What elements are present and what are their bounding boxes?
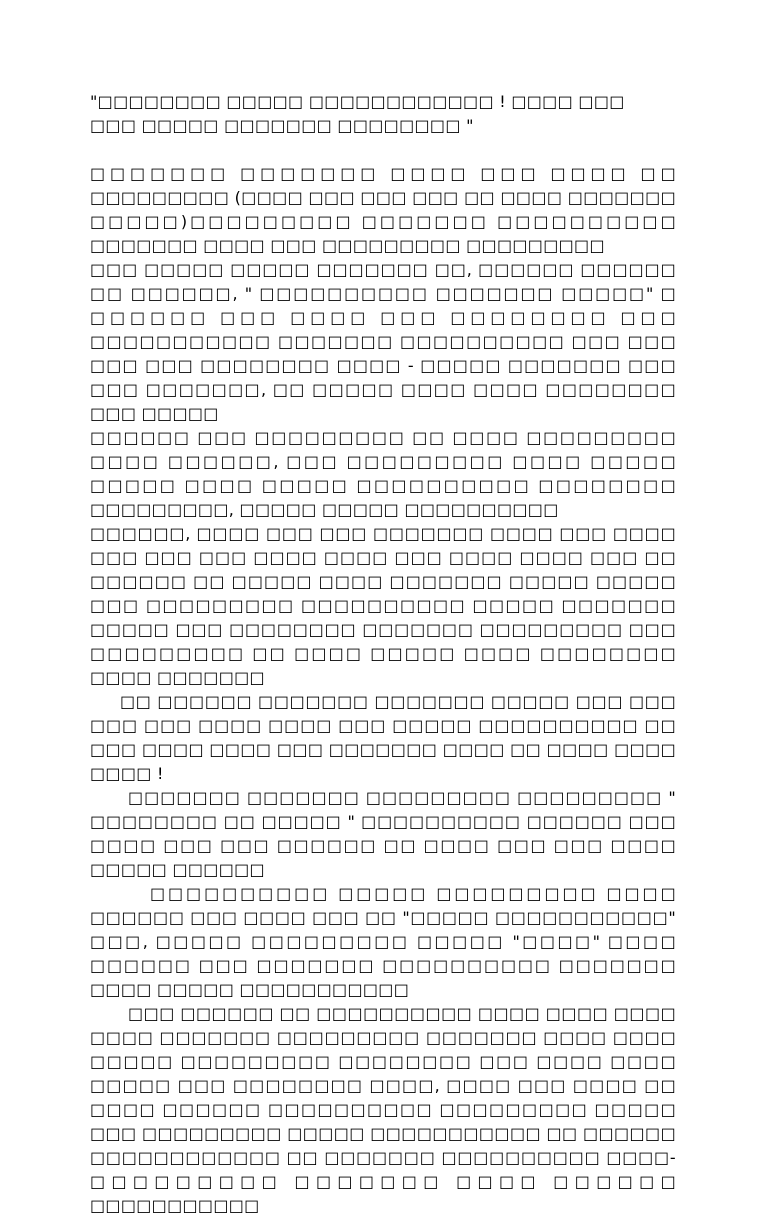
paragraph-7: □□□□□□□□□□ □□□□□ □□□□□□□□□ □□□□ □□□□□□ □□□ □□□□ □□□ □□ "□□□□□ □□□□□□□□□□□" □□□, □□□□□ □□□□□□□□□ □□□□□ "□□□□" □□□□ □□□□□□ □□□ □□□□□□□ □□□□□□□□□□ □□□□□□□ □□□□ □□□□□ □□□□□□□□□□□ (90, 884, 676, 999)
paragraph-1: □□□□□□□ □□□□□□□ □□□□ □□□ □□□□ □□ □□□□□□□□□ (□□□□ □□□ □□□ □□□ □□ □□□□ □□□□□□□ □□□□□)□□□□□□□□□ □□□□□□□ □□□□□□□□□□ □□□□□□□ □□□□ □□□ □□□□□□□□□ □□□□□□□□□ (90, 164, 676, 255)
paragraph-4: □□□□□□, □□□□ □□□ □□□ □□□□□□□ □□□□ □□□ □□□□ □□□ □□□ □□□ □□□□ □□□□ □□□ □□□□ □□□□ □□□ □□ □□□□□□ □□ □□□□□ □□□□ □□□□□□□ □□□□□ □□□□□ □□□ □□□□□□□□□ □□□□□□□□□□ □□□□□ □□□□□□□ □□□□□ □□□ □□□□□□□□ □□□□□□□ □□□□□□□□□ □□□ □□□□□□□□□ □□ □□□□ □□□□□ □□□□ □□□□□□□□ □□□□ □□□□□□□ (90, 524, 676, 687)
paragraph-3: □□□□□□ □□□ □□□□□□□□□ □□ □□□□ □□□□□□□□□ □□□□ □□□□□□, □□□ □□□□□□□□□ □□□□ □□□□□ □□□□□ □□□□ □□□□□ □□□□□□□□□□ □□□□□□□□ □□□□□□□□□, □□□□□ □□□□□ □□□□□□□□□□ (90, 428, 676, 519)
document-title: "□□□□□□□□ □□□□□ □□□□□□□□□□□□ ! □□□□ □□□ □□□ □□□□□ □□□□□□□ □□□□□□□□ " (90, 92, 625, 135)
paragraph-2: □□□ □□□□□ □□□□□ □□□□□□□ □□, □□□□□□ □□□□□□ □□ □□□□□□, " □□□□□□□□□□ □□□□□□□ □□□□□" □ □□□□□□ □□□ □□□□ □□□ □□□□□□□□ □□□ □□□□□□□□□□□ □□□□□□□ □□□□□□□□□□ □□□ □□□ □□□ □□□ □□□□□□□□ □□□□ - □□□□□ □□□□□□□ □□□ □□□ □□□□□□□, □□ □□□□□ □□□□ □□□□ □□□□□□□□ □□□ □□□□□ (90, 260, 676, 423)
document-page (90, 90, 676, 1218)
paragraph-8: □□□ □□□□□□ □□ □□□□□□□□□□ □□□□ □□□□ □□□□ □□□□ □□□□□□□ □□□□□□□□□ □□□□□□□ □□□□ □□□□ □□□□□ □□□□□□□□□ □□□□□□□□ □□□ □□□□ □□□□ □□□□□ □□□ □□□□□□□□ □□□□, □□□□ □□□ □□□□ □□ □□□□ □□□□□□ □□□□□□□□□□ □□□□□□□□□ □□□□□ □□□ □□□□□□□□□ □□□□□ □□□□□□□□□□□ □□ □□□□□□ □□□□□□□□□□□□ □□ □□□□□□□ □□□□□□□□□□ □□□□-□□□□□□□□□ □□□□□□□ □□□□ □□□□□□ □□□□□□□□□□□ (90, 1004, 676, 1215)
paragraph-5: □□ □□□□□□ □□□□□□□ □□□□□□□ □□□□□ □□□ □□□ □□□ □□□ □□□□ □□□□ □□□ □□□□□ □□□□□□□□□□ □□ □□□ □□□□ □□□□ □□□ □□□□□□□ □□□□ □□ □□□□ □□□□ □□□□ ! (90, 692, 676, 783)
paragraph-6: □□□□□□□ □□□□□□□ □□□□□□□□□ □□□□□□□□□ " □□□□□□□□ □□ □□□□□ " □□□□□□□□□□ □□□□□□ □□□ □□□□ □□□ □□□ □□□□□□ □□ □□□□ □□□ □□□ □□□□ □□□□□ □□□□□□ (90, 788, 676, 879)
